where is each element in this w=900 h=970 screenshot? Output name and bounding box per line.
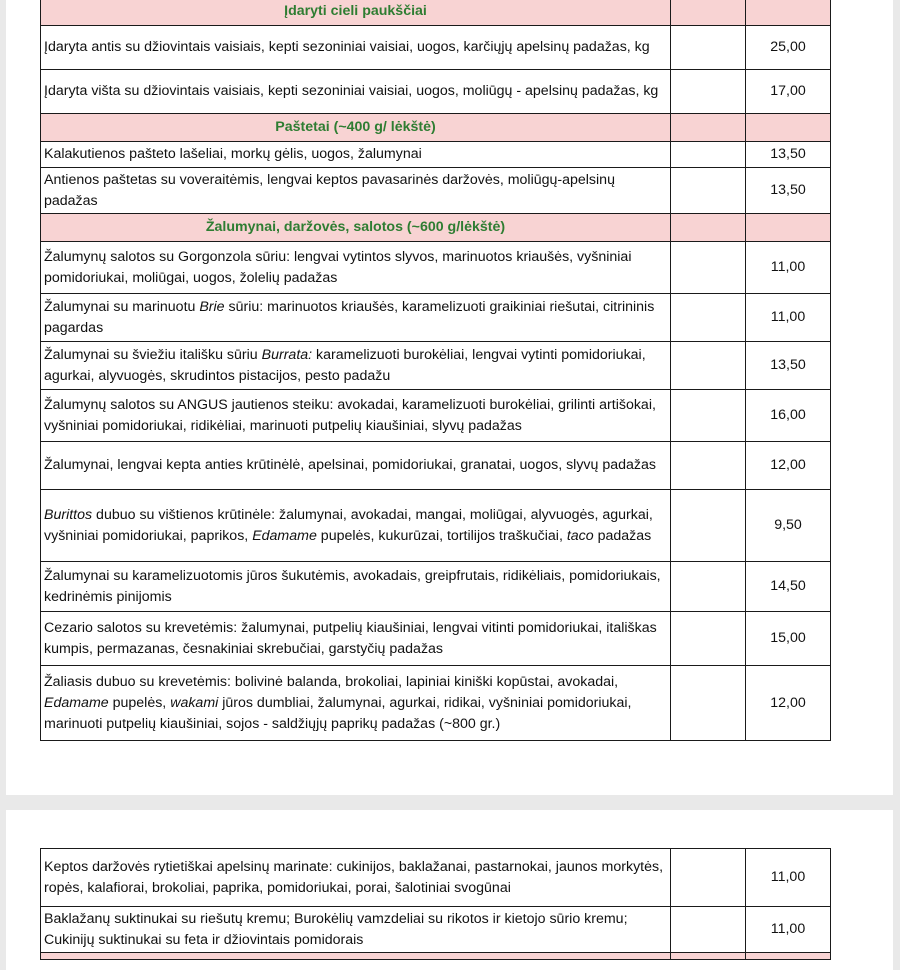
item-price: 13,50	[746, 168, 831, 214]
item-description	[41, 666, 671, 741]
description-text: jūros dumbliai, žalumynai, agurkai, ridikai, vyšniniai pomidoriukai, marinuoti putpelių kiaušiniai, sojos - saldžiųjų paprikų padažas (~800 gr.)	[44, 694, 632, 732]
item-description	[41, 142, 671, 168]
menu-table-2	[40, 848, 831, 960]
empty-cell	[671, 214, 746, 242]
menu-item-row	[41, 442, 831, 490]
item-price: 12,00	[746, 442, 831, 490]
empty-cell	[671, 294, 746, 342]
italic-term: wakami	[170, 694, 219, 711]
item-description	[41, 168, 671, 214]
menu-page-2	[6, 810, 893, 970]
item-price: 12,00	[746, 666, 831, 741]
item-price: 15,00	[746, 612, 831, 666]
italic-term: taco	[566, 527, 594, 544]
item-description	[41, 849, 671, 907]
empty-cell	[671, 562, 746, 612]
description-text: Antienos paštetas su voveraitėmis, lengvai keptos pavasarinės daržovės, moliūgų-apelsinų padažas	[44, 171, 615, 209]
item-price: 9,50	[746, 490, 831, 562]
empty-cell	[746, 0, 831, 26]
description-text: Kalakutienos pašteto lašeliai, morkų gėlis, uogos, žalumynai	[44, 146, 422, 162]
menu-item-row	[41, 849, 831, 907]
item-price: 11,00	[746, 907, 831, 953]
item-price: 11,00	[746, 242, 831, 294]
menu-item-row	[41, 390, 831, 442]
description-text: Keptos daržovės rytietiškai apelsinų marinate: cukinijos, baklažanai, pastarnokai, jaunos morkytės, ropės, kalafiorai, brokoliai, paprika, pomidoriukai, porai, šalotiniai svogūnai	[44, 858, 664, 896]
description-text: padažas	[593, 527, 652, 544]
item-price: 13,50	[746, 342, 831, 390]
menu-item-row	[41, 490, 831, 562]
italic-term: Edamame	[252, 527, 317, 544]
description-text: pupelės,	[108, 694, 171, 711]
menu-table-2-body	[41, 849, 831, 960]
description-text: Žalumynai su marinuotu	[44, 298, 200, 315]
italic-term: Burrata:	[261, 346, 313, 363]
section-header-row	[41, 214, 831, 242]
description-text: pupelės, kukurūzai, tortilijos traškučiai,	[316, 527, 567, 544]
description-text: Žalumynai su šviežiu itališku sūriu	[44, 346, 262, 363]
section-title: Žalumynai, daržovės, salotos (~600 g/lėkštė)	[41, 214, 671, 242]
italic-term: Burittos	[44, 506, 93, 523]
item-description	[41, 70, 671, 114]
empty-cell	[671, 666, 746, 741]
description-text: Įdaryta antis su džiovintais vaisiais, kepti sezoniniai vaisiai, uogos, karčiųjų apelsinų padažas, kg	[44, 39, 650, 55]
item-price: 25,00	[746, 26, 831, 70]
empty-cell	[671, 953, 746, 960]
menu-page-1	[6, 0, 893, 795]
description-text: Įdaryta višta su džiovintais vaisiais, kepti sezoniniai vaisiai, uogos, moliūgų - apelsinų padažas, kg	[44, 83, 659, 99]
empty-cell	[671, 849, 746, 907]
empty-cell	[671, 26, 746, 70]
description-text: Cezario salotos su krevetėmis: žalumynai, putpelių kiaušiniai, lengvai vitinti pomidoriukai, itališkas kumpis, permazanas, česnakiniai skrebučiai, garstyčių padažas	[44, 619, 657, 657]
empty-cell	[671, 168, 746, 214]
menu-item-row	[41, 562, 831, 612]
empty-cell	[671, 390, 746, 442]
item-description	[41, 562, 671, 612]
empty-cell	[671, 907, 746, 953]
item-price: 16,00	[746, 390, 831, 442]
empty-cell	[746, 214, 831, 242]
menu-item-row	[41, 70, 831, 114]
empty-cell	[671, 142, 746, 168]
item-description	[41, 390, 671, 442]
item-price: 11,00	[746, 849, 831, 907]
menu-item-row	[41, 342, 831, 390]
menu-table-1-body	[41, 0, 831, 741]
empty-cell	[671, 490, 746, 562]
menu-item-row	[41, 666, 831, 741]
item-description	[41, 612, 671, 666]
description-text: Žaliasis dubuo su krevetėmis: bolivinė balanda, brokoliai, lapiniai kiniški kopūstai, avokadai,	[44, 673, 619, 690]
menu-item-row	[41, 142, 831, 168]
italic-term: Brie	[199, 298, 225, 315]
menu-item-row	[41, 168, 831, 214]
description-text: Baklažanų suktinukai su riešutų kremu; Burokėlių vamzdeliai su rikotos ir kietojo sūrio kremu; Cukinijų suktinukai su feta ir džiovintais pomidorais	[44, 910, 628, 948]
section-header-row	[41, 0, 831, 26]
menu-item-row	[41, 612, 831, 666]
menu-item-row	[41, 294, 831, 342]
section-header-row	[41, 953, 831, 960]
item-description	[41, 490, 671, 562]
description-text: Žalumynų salotos su Gorgonzola sūriu: lengvai vytintos slyvos, marinuotos kriaušės, vyšniniai pomidoriukai, moliūgai, uogos, žolelių padažas	[44, 248, 632, 286]
item-price: 13,50	[746, 142, 831, 168]
description-text: dubuo su vištienos krūtinėle: žalumynai, avokadai, mangai, moliūgai, alyvuogės, agurkai, vyšniniai pomidoriukai, paprikos,	[44, 506, 653, 544]
description-text: sūriu: marinuotos kriaušės, karamelizuoti graikiniai riešutai, citrininis pagardas	[44, 298, 655, 336]
italic-term: Edamame	[44, 694, 109, 711]
empty-cell	[671, 70, 746, 114]
empty-cell	[41, 953, 671, 960]
empty-cell	[671, 612, 746, 666]
empty-cell	[671, 442, 746, 490]
item-price: 11,00	[746, 294, 831, 342]
menu-item-row	[41, 242, 831, 294]
item-description	[41, 442, 671, 490]
empty-cell	[746, 114, 831, 142]
description-text: karamelizuoti burokėliai, lengvai vytinti pomidoriukai, agurkai, alyvuogės, skrudintos pistacijos, pesto padažu	[44, 346, 646, 384]
description-text: Žalumynai su karamelizuotomis jūros šukutėmis, avokadais, greipfrutais, ridikėliais, pomidoriukais, kedrinėmis pinijomis	[44, 567, 661, 605]
description-text: Žalumynai, lengvai kepta anties krūtinėlė, apelsinai, pomidoriukai, granatai, uogos, slyvų padažas	[44, 457, 656, 473]
item-description	[41, 342, 671, 390]
menu-item-row	[41, 26, 831, 70]
section-header-row	[41, 114, 831, 142]
description-text: Žalumynų salotos su ANGUS jautienos steiku: avokadai, karamelizuoti burokėliai, grilinti artišokai, vyšniniai pomidoriukai, ridikėliai, marinuoti putpelių kiaušiniai, slyvų padažas	[44, 396, 656, 434]
item-description	[41, 26, 671, 70]
item-price: 17,00	[746, 70, 831, 114]
empty-cell	[746, 953, 831, 960]
item-description	[41, 294, 671, 342]
menu-item-row	[41, 907, 831, 953]
item-description	[41, 242, 671, 294]
empty-cell	[671, 342, 746, 390]
empty-cell	[671, 242, 746, 294]
empty-cell	[671, 0, 746, 26]
item-description	[41, 907, 671, 953]
empty-cell	[671, 114, 746, 142]
menu-table-1	[40, 0, 831, 741]
section-title: Paštetai (~400 g/ lėkštė)	[41, 114, 671, 142]
section-title: Įdaryti cieli paukščiai	[41, 0, 671, 26]
item-price: 14,50	[746, 562, 831, 612]
